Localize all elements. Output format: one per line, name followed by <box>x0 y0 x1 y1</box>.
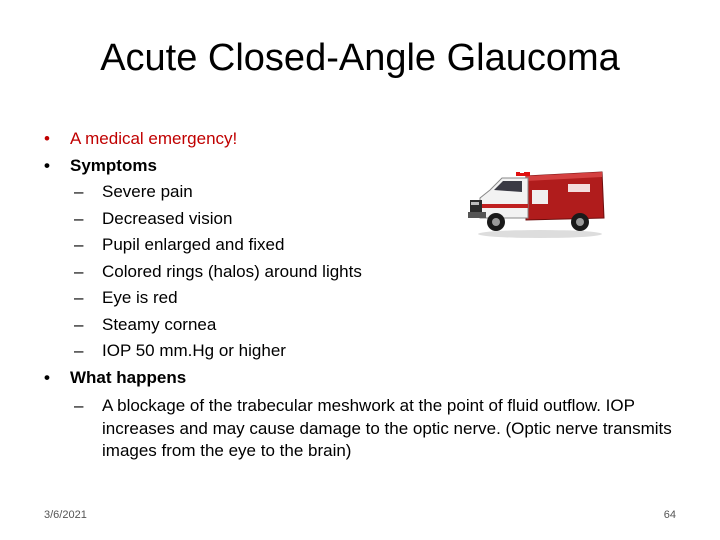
sub-item-text: Steamy cornea <box>102 314 217 334</box>
slide-title: Acute Closed-Angle Glaucoma <box>100 37 620 79</box>
bullet-glyph: • <box>44 367 50 387</box>
dash-glyph: – <box>74 208 84 228</box>
sub-item <box>44 312 684 339</box>
sub-item <box>44 391 684 463</box>
bullet-item-emergency <box>44 126 684 153</box>
bullet-glyph: • <box>44 129 50 148</box>
sub-item-text: Severe pain <box>102 182 193 201</box>
sub-item-text: A blockage of the trabecular meshwork at the point of fluid outflow. IOP increases and may cause damage to the optic nerve. (Optic nerve transmits images from the eye to the brain) <box>102 396 672 460</box>
bullet-text: A medical emergency! <box>70 129 238 148</box>
sub-item <box>44 338 684 365</box>
sub-item-text: Decreased vision <box>102 208 233 228</box>
bullet-glyph: • <box>44 155 50 175</box>
sub-item-text: Eye is red <box>102 288 178 307</box>
dash-glyph: – <box>74 341 84 360</box>
bullet-text: Symptoms <box>70 155 157 175</box>
bullet-text: What happens <box>70 367 187 387</box>
sub-item-text: IOP 50 mm.Hg or higher <box>102 341 286 360</box>
sub-item-text: Pupil enlarged and fixed <box>102 235 285 254</box>
dash-glyph: – <box>74 182 84 201</box>
dash-glyph: – <box>74 288 84 307</box>
dash-glyph: – <box>74 261 84 281</box>
sub-item-text: Colored rings (halos) around lights <box>102 261 362 281</box>
ambulance-icon <box>468 168 608 240</box>
sub-item <box>44 285 684 312</box>
dash-glyph: – <box>74 235 84 254</box>
dash-glyph: – <box>74 396 84 415</box>
page-number: 64 <box>663 509 676 521</box>
dash-glyph: – <box>74 314 84 334</box>
sub-item <box>44 259 684 286</box>
footer-date: 3/6/2021 <box>44 509 87 521</box>
bullet-item-what-happens <box>44 365 684 392</box>
